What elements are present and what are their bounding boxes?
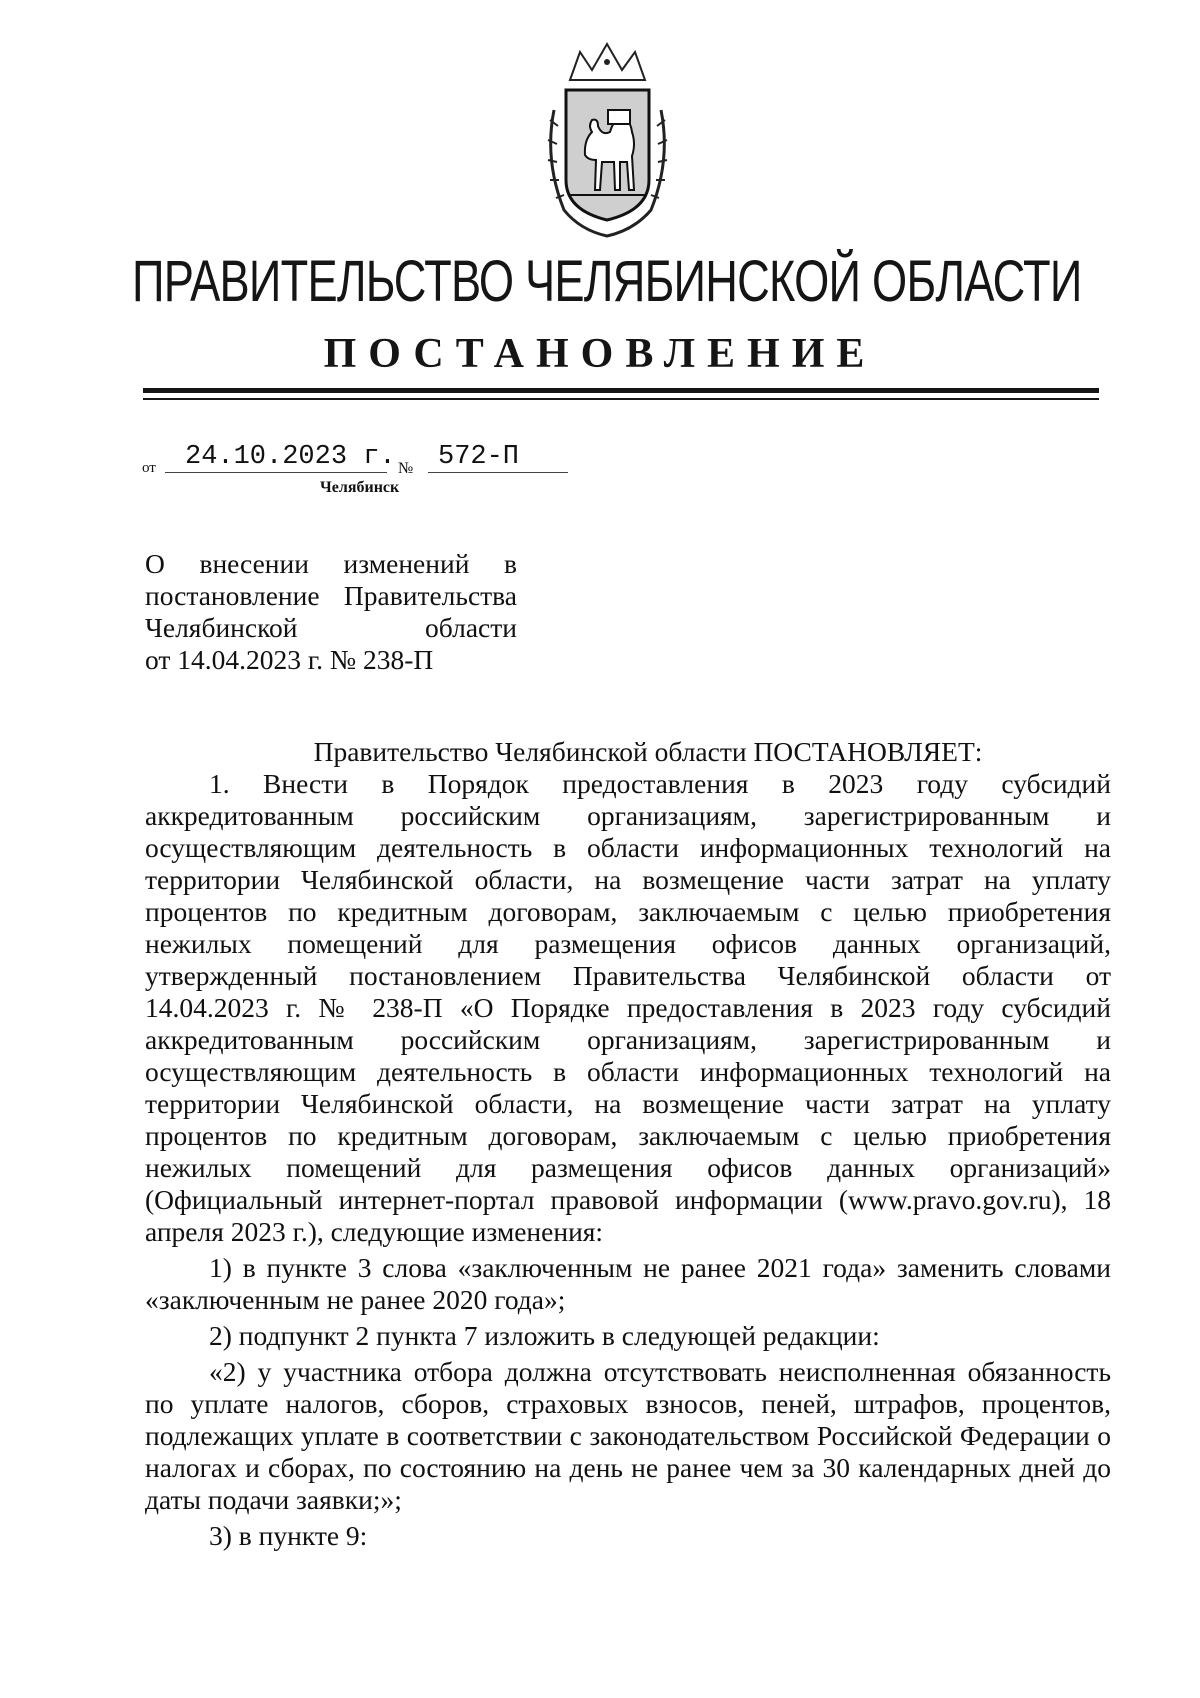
header-divider-thick bbox=[143, 388, 1099, 393]
date-underline bbox=[165, 472, 387, 473]
subitem-3: 3) в пункте 9: bbox=[209, 1520, 368, 1551]
organization-title: ПРАВИТЕЛЬСТВО ЧЕЛЯБИНСКОЙ ОБЛАСТИ bbox=[132, 249, 1082, 314]
number-sign-label: № bbox=[398, 460, 414, 477]
document-body bbox=[145, 736, 1111, 1552]
paragraph-item-1: 1. Внести в Порядок предоставления в 2023 году субсидий аккредитованным российским организациям, зарегистрированным и осуществляющим деятельность в области информационных технологий на территории Челябинской области, на возмещение части затрат на уплату процентов по кредитным договорам, заключаемым с целью приобретения нежилых помещений для размещения офисов данных организаций, утвержденный постановлением Правительства Челябинской области от 14.04.2023 г. № 238-П «О Порядке предоставления в 2023 году субсидий аккредитованным российским организациям, зарегистрированным и осуществляющим деятельность в области информационных технологий на территории Челябинской области, на возмещение части затрат на уплату процентов по кредитным договорам, заключаемым с целью приобретения нежилых помещений для размещения офисов данных организаций» (Официальный интернет-портал правовой информации (www.pravo.gov.ru), 18 апреля 2023 г.), следующие изменения: bbox=[145, 768, 1111, 1247]
document-number: 572-П bbox=[438, 442, 520, 472]
document-date: 24.10.2023 г. bbox=[185, 442, 396, 472]
subitem-2-text: «2) у участника отбора должна отсутствовать неисполненная обязанность по уплате налогов, сборов, страховых взносов, пеней, штрафов, процентов, подлежащих уплате в соответствии с законодательством Российской Федерации о налогах и сборах, по состоянию на день не ранее чем за 30 календарных дней до даты подачи заявки;»; bbox=[145, 1356, 1111, 1515]
subitem-2: 2) подпункт 2 пункта 7 изложить в следующей редакции: bbox=[209, 1320, 880, 1351]
subject-line: Челябинской области bbox=[145, 612, 517, 643]
preamble: Правительство Челябинской области ПОСТАНОВЛЯЕТ: bbox=[313, 736, 983, 767]
subject-line: О внесении изменений в bbox=[145, 548, 517, 579]
subject-line: постановление Правительства bbox=[145, 580, 517, 611]
date-prefix-label: от bbox=[142, 460, 156, 476]
document-city: Челябинск bbox=[320, 479, 400, 496]
number-underline bbox=[428, 472, 568, 473]
document-subject bbox=[145, 548, 517, 676]
header-divider-thin bbox=[143, 398, 1099, 400]
subitem-1: 1) в пункте 3 слова «заключенным не ранее 2021 года» заменить словами «заключенным не ранее 2020 года»; bbox=[145, 1252, 1111, 1315]
subject-line: от 14.04.2023 г. № 238-П bbox=[145, 644, 434, 675]
document-type-heading: ПОСТАНОВЛЕНИЕ bbox=[323, 331, 877, 377]
chelyabinsk-coat-of-arms-icon bbox=[540, 40, 675, 240]
